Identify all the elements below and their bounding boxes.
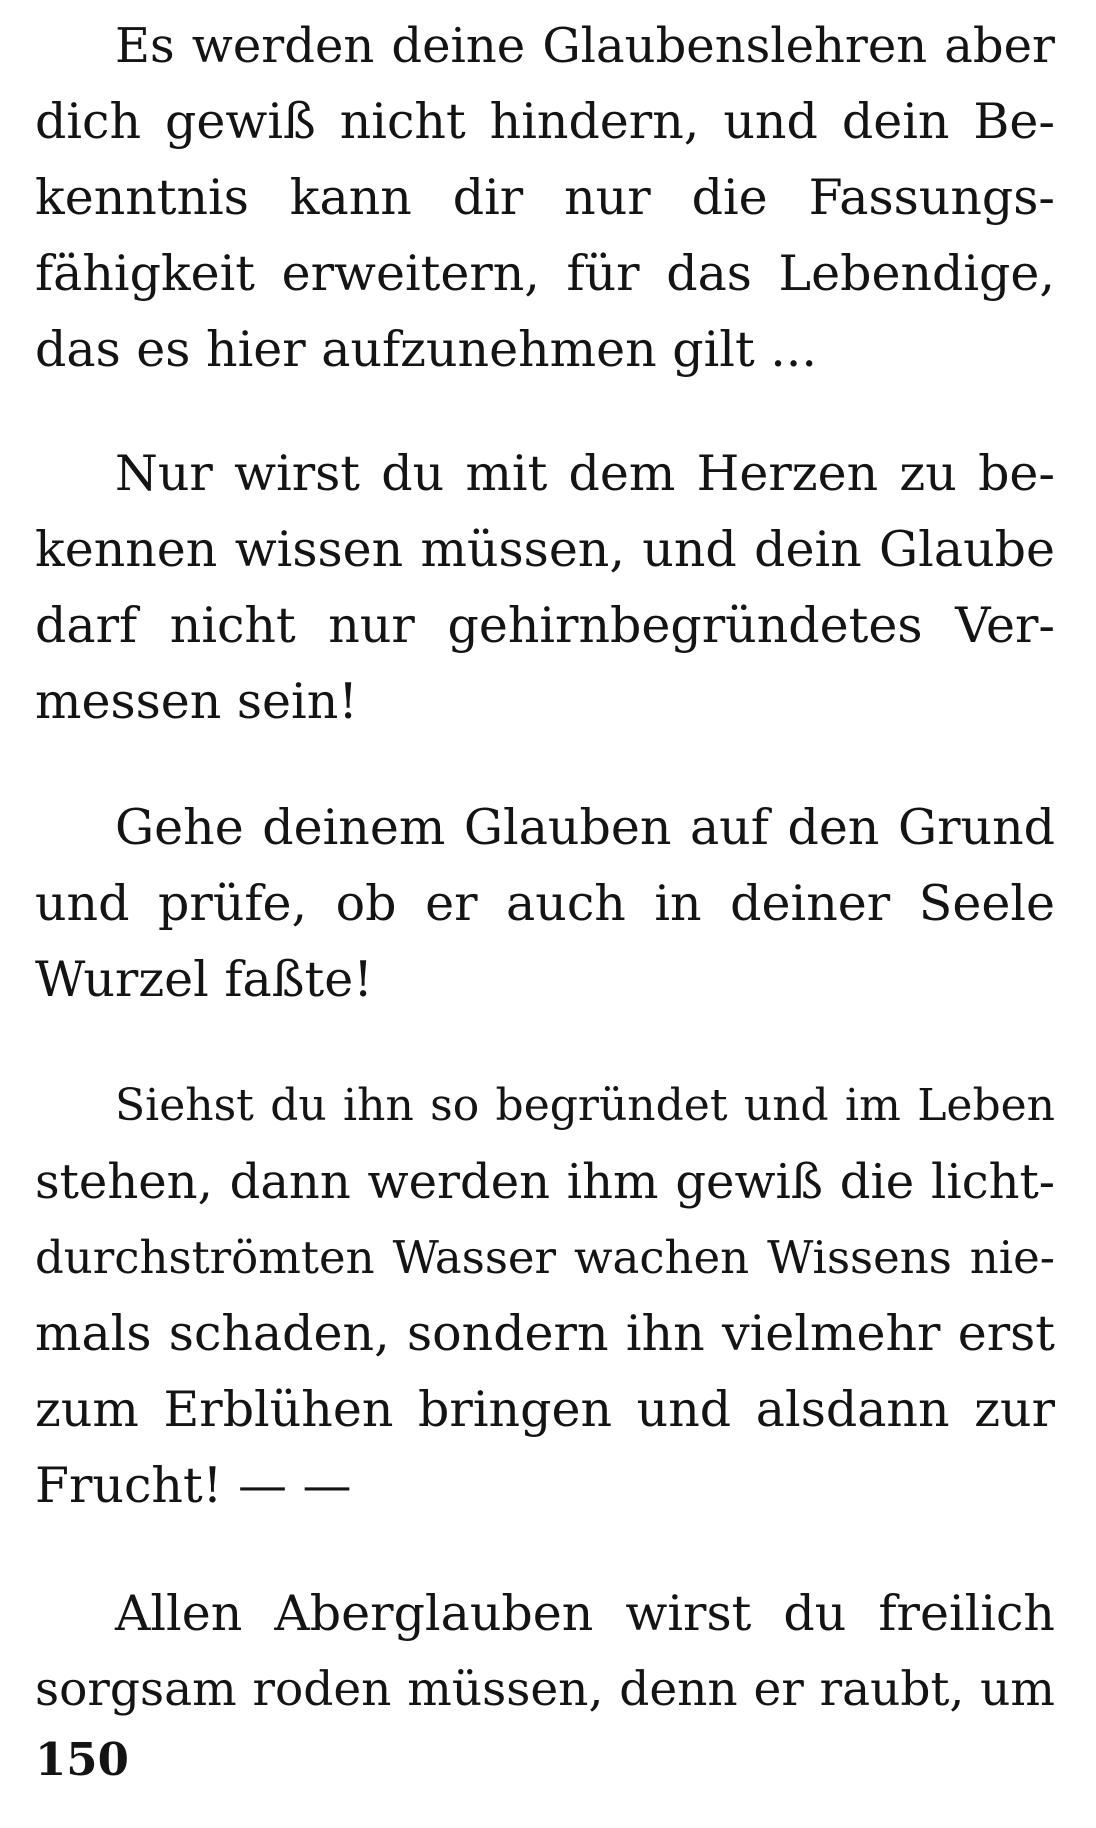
text-line: und prüfe, ob er auch in deiner Seele xyxy=(35,875,1055,932)
page-number: 150 xyxy=(35,1733,129,1786)
text-line: darf nicht nur gehirnbegründetes Ver- xyxy=(35,597,1055,654)
text-line: Nur wirst du mit dem Herzen zu be- xyxy=(115,445,1055,502)
text-line: sorgsam roden müssen, denn er raubt, um xyxy=(35,1662,1055,1717)
text-line: messen sein! xyxy=(35,673,358,730)
paragraph-5 xyxy=(35,1576,1055,1728)
text-line: zum Erblühen bringen und alsdann zur xyxy=(35,1381,1055,1438)
book-page xyxy=(35,0,1055,1828)
text-line: stehen, dann werden ihm gewiß die licht- xyxy=(35,1154,1055,1210)
text-line: durchströmten Wasser wachen Wissens nie- xyxy=(35,1231,1055,1284)
text-line: Es werden deine Glaubenslehren aber xyxy=(115,18,1055,74)
paragraph-4 xyxy=(35,1068,1055,1524)
text-line: das es hier aufzunehmen gilt ... xyxy=(35,321,817,378)
text-line: fähigkeit erweitern, für das Lebendige, xyxy=(35,245,1055,302)
text-line: Gehe deinem Glauben auf den Grund xyxy=(115,799,1055,856)
text-line: kennen wissen müssen, und dein Glaube xyxy=(35,521,1055,578)
text-line: Frucht! — — xyxy=(35,1457,352,1514)
text-line: Siehst du ihn so begründet und im Leben xyxy=(115,1080,1055,1131)
paragraph-3 xyxy=(35,790,1055,1018)
text-line: Wurzel faßte! xyxy=(35,951,373,1008)
paragraph-2 xyxy=(35,436,1055,740)
text-line: dich gewiß nicht hindern, und dein Be- xyxy=(35,93,1055,150)
paragraph-1 xyxy=(35,8,1055,388)
text-line: Allen Aberglauben wirst du freilich xyxy=(115,1585,1055,1642)
text-line: mals schaden, sondern ihn vielmehr erst xyxy=(35,1305,1055,1362)
text-line: kenntnis kann dir nur die Fassungs- xyxy=(35,169,1055,226)
